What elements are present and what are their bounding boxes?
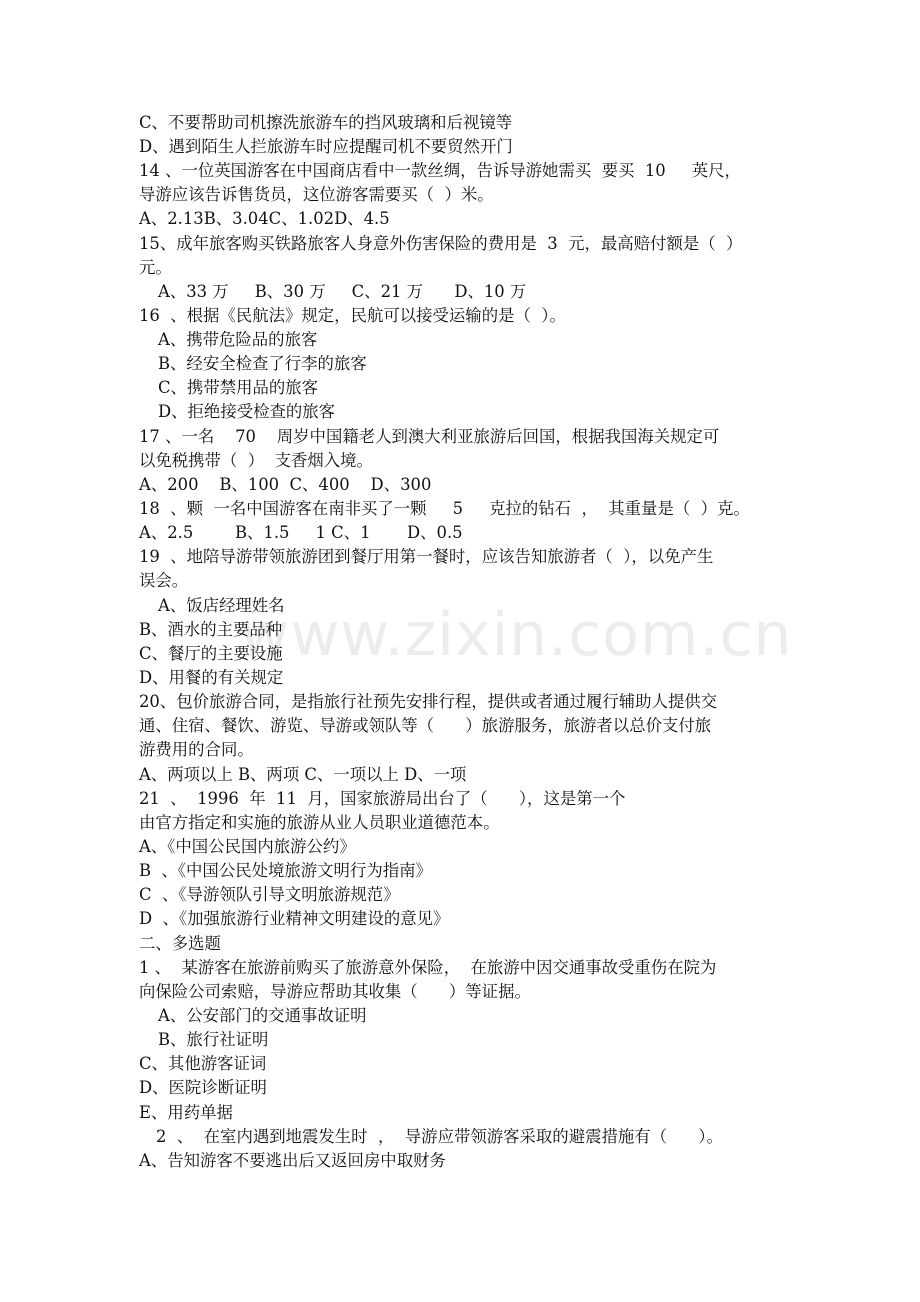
question-line: 以免税携带（ ） 支香烟入境。 [139,451,373,470]
option-line: A、33 万 B、30 万 C、21 万 D、10 万 [158,282,527,301]
question-line: 14 、一位英国游客在中国商店看中一款丝绸，告诉导游她需买 要买 10 英尺， [139,161,741,180]
option-line: D、医院诊断证明 [139,1078,267,1097]
question-line: 由官方指定和实施的旅游从业人员职业道德范本。 [139,813,500,832]
option-line: D、拒绝接受检查的旅客 [158,402,336,421]
option-line: A、饭店经理姓名 [158,596,285,615]
question-line: 1 、 某游客在旅游前购买了旅游意外保险， 在旅游中因交通事故受重伤在院为 [139,958,717,977]
option-line: B 、《中国公民处境旅游文明行为指南》 [139,861,432,880]
option-line: A、两项以上 B、两项 C、一项以上 D、一项 [139,765,467,784]
section-heading: 二、多选题 [139,934,221,953]
question-line: 导游应该告诉售货员，这位游客需要买（ ）米。 [139,185,494,204]
option-line: A、告知游客不要逃出后又返回房中取财务 [139,1151,446,1170]
option-line: E、用药单据 [139,1103,233,1122]
option-line: A、2.5 B、1.5 1 C、1 D、0.5 [139,523,463,542]
question-line: 向保险公司索赔，导游应帮助其收集（ ）等证据。 [139,982,531,1001]
option-line: C、其他游客证词 [139,1054,267,1073]
question-line: 17 、一名 70 周岁中国籍老人到澳大利亚旅游后回国，根据我国海关规定可 [139,427,720,446]
question-line: 误会。 [139,571,189,590]
question-line: 元。 [139,258,172,277]
option-line: B、经安全检查了行李的旅客 [158,354,367,373]
option-line: C、餐厅的主要设施 [139,644,283,663]
option-line: B、旅行社证明 [158,1030,269,1049]
option-line: D、用餐的有关规定 [139,668,284,687]
question-line: 游费用的合同。 [139,740,254,759]
question-line: 15、成年旅客购买铁路旅客人身意外伤害保险的费用是 3 元，最高赔付额是（ ） [139,234,743,253]
question-line: 21 、 1996 年 11 月，国家旅游局出台了（ ），这是第一个 [139,789,626,808]
question-line: 19 、地陪导游带领旅游团到餐厅用第一餐时，应该告知旅游者（ ），以免产生 [139,547,714,566]
option-line: C、不要帮助司机擦洗旅游车的挡风玻璃和后视镜等 [139,113,513,132]
option-line: A、《中国公民国内旅游公约》 [139,837,356,856]
option-line: A、公安部门的交通事故证明 [158,1006,367,1025]
option-line: C 、《导游领队引导文明旅游规范》 [139,885,400,904]
question-line: 16 、根据《民航法》规定，民航可以接受运输的是（ ）。 [139,306,566,325]
question-line: 通、住宿、餐饮、游览、导游或领队等（ ）旅游服务，旅游者以总价支付旅 [139,716,712,735]
watermark: www.zixin.com.cn [240,600,793,670]
option-line: C、携带禁用品的旅客 [158,378,319,397]
option-line: A、携带危险品的旅客 [158,330,318,349]
question-line: 2 、 在室内遇到地震发生时 ， 导游应带领游客采取的避震措施有（ ）。 [156,1127,723,1146]
option-line: B、酒水的主要品种 [139,620,283,639]
option-line: D 、《加强旅游行业精神文明建设的意见》 [139,909,450,928]
question-line: 20、包价旅游合同，是指旅行社预先安排行程，提供或者通过履行辅助人提供交 [139,692,718,711]
option-line: A、200 B、100 C、400 D、300 [139,475,432,494]
question-line: 18 、颗 一名中国游客在南非买了一颗 5 克拉的钻石 ， 其重量是（ ）克。 [139,499,750,518]
option-line: D、遇到陌生人拦旅游车时应提醒司机不要贸然开门 [139,137,513,156]
option-line: A、2.13B、3.04C、1.02D、4.5 [139,209,390,228]
